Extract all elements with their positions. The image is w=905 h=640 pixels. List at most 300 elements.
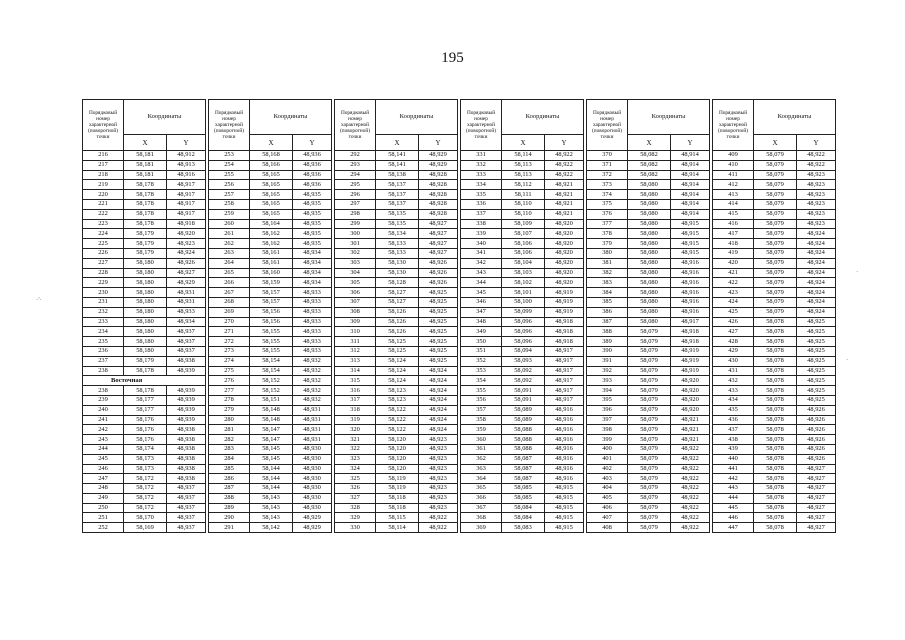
table-body xyxy=(335,151,458,533)
y-coordinate-cell: 48,920 xyxy=(545,248,584,258)
y-coordinate-cell: 48,920 xyxy=(545,268,584,278)
table-row xyxy=(83,405,206,415)
coord-table-4 xyxy=(460,99,584,533)
table-row xyxy=(209,199,332,209)
y-coordinate-cell: 48,938 xyxy=(167,444,206,454)
y-coordinate-cell: 48,926 xyxy=(797,444,836,454)
x-coordinate-cell: 58,155 xyxy=(250,337,293,347)
x-coordinate-cell: 58,173 xyxy=(124,454,167,464)
x-coordinate-cell: 58,089 xyxy=(502,405,545,415)
point-number-cell: 288 xyxy=(209,493,250,503)
y-header: Y xyxy=(797,135,836,151)
y-coordinate-cell: 48,924 xyxy=(167,248,206,258)
point-number-cell: 366 xyxy=(461,493,502,503)
point-number-cell: 354 xyxy=(461,376,502,386)
y-coordinate-cell: 48,916 xyxy=(545,454,584,464)
point-number-cell: 283 xyxy=(209,444,250,454)
y-coordinate-cell: 48,917 xyxy=(545,366,584,376)
y-coordinate-cell: 48,936 xyxy=(293,180,332,190)
table-row xyxy=(335,405,458,415)
y-coordinate-cell: 48,935 xyxy=(293,190,332,200)
coord-table-3 xyxy=(334,99,458,533)
x-coordinate-cell: 58,113 xyxy=(502,170,545,180)
table-row xyxy=(335,268,458,278)
y-coordinate-cell: 48,922 xyxy=(671,493,710,503)
y-coordinate-cell: 48,930 xyxy=(293,444,332,454)
table-row xyxy=(209,327,332,337)
y-coordinate-cell: 48,935 xyxy=(293,209,332,219)
y-coordinate-cell: 48,930 xyxy=(293,503,332,513)
point-number-header: Порядковый номер характерной (поворотной) точки xyxy=(83,100,124,151)
x-coordinate-cell: 58,137 xyxy=(376,180,419,190)
table-row xyxy=(83,395,206,405)
x-coordinate-cell: 58,138 xyxy=(376,170,419,180)
table-row xyxy=(209,209,332,219)
point-number-cell: 429 xyxy=(713,346,754,356)
point-number-header: Порядковый номер характерной (поворотной) точки xyxy=(461,100,502,151)
point-number-cell: 249 xyxy=(83,493,124,503)
point-number-cell: 284 xyxy=(209,454,250,464)
y-coordinate-cell: 48,938 xyxy=(167,454,206,464)
point-number-cell: 236 xyxy=(83,346,124,356)
point-number-cell: 361 xyxy=(461,444,502,454)
table-row xyxy=(335,248,458,258)
x-coordinate-cell: 58,180 xyxy=(124,268,167,278)
point-number-cell: 393 xyxy=(587,376,628,386)
table-row xyxy=(335,258,458,268)
x-coordinate-cell: 58,123 xyxy=(376,395,419,405)
y-header: Y xyxy=(419,135,458,151)
table-row xyxy=(713,297,836,307)
table-row xyxy=(587,199,710,209)
table-row xyxy=(461,288,584,298)
x-coordinate-cell: 58,165 xyxy=(250,209,293,219)
y-coordinate-cell: 48,925 xyxy=(419,337,458,347)
table-row xyxy=(209,415,332,425)
y-coordinate-cell: 48,915 xyxy=(545,513,584,523)
y-coordinate-cell: 48,922 xyxy=(671,523,710,533)
table-row xyxy=(713,317,836,327)
y-coordinate-cell: 48,916 xyxy=(545,444,584,454)
table-row xyxy=(587,239,710,249)
y-coordinate-cell: 48,936 xyxy=(293,170,332,180)
point-number-cell: 408 xyxy=(587,523,628,533)
x-coordinate-cell: 58,169 xyxy=(124,523,167,533)
x-coordinate-cell: 58,161 xyxy=(250,248,293,258)
x-coordinate-cell: 58,178 xyxy=(124,219,167,229)
x-coordinate-cell: 58,079 xyxy=(628,523,671,533)
x-coordinate-cell: 58,079 xyxy=(628,346,671,356)
y-coordinate-cell: 48,919 xyxy=(545,288,584,298)
point-number-cell: 431 xyxy=(713,366,754,376)
table-row xyxy=(83,307,206,317)
x-coordinate-cell: 58,078 xyxy=(754,356,797,366)
y-coordinate-cell: 48,927 xyxy=(797,503,836,513)
point-number-header: Порядковый номер характерной (поворотной) точки xyxy=(209,100,250,151)
point-number-cell: 256 xyxy=(209,180,250,190)
y-coordinate-cell: 48,925 xyxy=(797,376,836,386)
point-number-cell: 263 xyxy=(209,248,250,258)
y-coordinate-cell: 48,917 xyxy=(545,395,584,405)
x-coordinate-cell: 58,172 xyxy=(124,484,167,494)
y-coordinate-cell: 48,925 xyxy=(419,317,458,327)
table-row xyxy=(461,268,584,278)
x-coordinate-cell: 58,137 xyxy=(376,190,419,200)
y-coordinate-cell: 48,918 xyxy=(545,337,584,347)
table-row xyxy=(335,229,458,239)
y-coordinate-cell: 48,922 xyxy=(545,160,584,170)
x-coordinate-cell: 58,079 xyxy=(754,288,797,298)
x-coordinate-cell: 58,079 xyxy=(628,435,671,445)
x-coordinate-cell: 58,079 xyxy=(754,170,797,180)
y-coordinate-cell: 48,929 xyxy=(293,513,332,523)
y-coordinate-cell: 48,923 xyxy=(797,180,836,190)
point-number-cell: 311 xyxy=(335,337,376,347)
point-number-cell: 397 xyxy=(587,415,628,425)
x-coordinate-cell: 58,079 xyxy=(754,229,797,239)
y-coordinate-cell: 48,922 xyxy=(671,503,710,513)
y-coordinate-cell: 48,931 xyxy=(293,415,332,425)
point-number-cell: 253 xyxy=(209,151,250,161)
table-row xyxy=(335,493,458,503)
coordinates-header: Координаты xyxy=(250,100,332,135)
table-row xyxy=(335,444,458,454)
y-coordinate-cell: 48,932 xyxy=(293,386,332,396)
point-number-cell: 228 xyxy=(83,268,124,278)
x-coordinate-cell: 58,079 xyxy=(754,180,797,190)
coord-table-1 xyxy=(82,99,206,533)
y-coordinate-cell: 48,920 xyxy=(167,229,206,239)
table-row xyxy=(83,268,206,278)
x-coordinate-cell: 58,092 xyxy=(502,366,545,376)
point-number-cell: 443 xyxy=(713,484,754,494)
x-coordinate-cell: 58,122 xyxy=(376,415,419,425)
x-coordinate-cell: 58,078 xyxy=(754,415,797,425)
table-row xyxy=(83,258,206,268)
table-row xyxy=(713,386,836,396)
point-number-cell: 423 xyxy=(713,288,754,298)
y-coordinate-cell: 48,916 xyxy=(545,405,584,415)
y-coordinate-cell: 48,928 xyxy=(419,190,458,200)
point-number-cell: 216 xyxy=(83,151,124,161)
table-row xyxy=(209,248,332,258)
point-number-cell: 234 xyxy=(83,327,124,337)
point-number-cell: 417 xyxy=(713,229,754,239)
point-number-cell: 433 xyxy=(713,386,754,396)
table-row xyxy=(335,199,458,209)
table-row xyxy=(335,160,458,170)
point-number-cell: 358 xyxy=(461,415,502,425)
y-coordinate-cell: 48,916 xyxy=(671,297,710,307)
table-row xyxy=(587,395,710,405)
coordinates-header: Координаты xyxy=(502,100,584,135)
point-number-cell: 319 xyxy=(335,415,376,425)
table-row xyxy=(209,219,332,229)
point-number-cell: 244 xyxy=(83,444,124,454)
y-coordinate-cell: 48,937 xyxy=(167,484,206,494)
y-coordinate-cell: 48,938 xyxy=(167,464,206,474)
point-number-cell: 272 xyxy=(209,337,250,347)
point-number-cell: 407 xyxy=(587,513,628,523)
table-row xyxy=(587,307,710,317)
y-coordinate-cell: 48,923 xyxy=(167,239,206,249)
y-coordinate-cell: 48,926 xyxy=(797,425,836,435)
x-coordinate-cell: 58,119 xyxy=(376,474,419,484)
table-row xyxy=(335,395,458,405)
x-coordinate-cell: 58,148 xyxy=(250,405,293,415)
x-coordinate-cell: 58,126 xyxy=(376,307,419,317)
point-number-cell: 313 xyxy=(335,356,376,366)
y-coordinate-cell: 48,916 xyxy=(545,415,584,425)
point-number-cell: 243 xyxy=(83,435,124,445)
x-coordinate-cell: 58,151 xyxy=(250,395,293,405)
y-coordinate-cell: 48,924 xyxy=(419,395,458,405)
y-coordinate-cell: 48,928 xyxy=(419,170,458,180)
point-number-cell: 437 xyxy=(713,425,754,435)
y-coordinate-cell: 48,921 xyxy=(671,435,710,445)
table-row xyxy=(587,366,710,376)
point-number-cell: 369 xyxy=(461,523,502,533)
point-number-cell: 291 xyxy=(209,523,250,533)
table-row xyxy=(335,376,458,386)
point-number-cell: 223 xyxy=(83,219,124,229)
point-number-cell: 273 xyxy=(209,346,250,356)
y-coordinate-cell: 48,922 xyxy=(419,513,458,523)
x-coordinate-cell: 58,127 xyxy=(376,288,419,298)
x-coordinate-cell: 58,165 xyxy=(250,199,293,209)
y-coordinate-cell: 48,925 xyxy=(797,337,836,347)
y-coordinate-cell: 48,939 xyxy=(167,405,206,415)
point-number-cell: 412 xyxy=(713,180,754,190)
x-coordinate-cell: 58,101 xyxy=(502,288,545,298)
x-coordinate-cell: 58,078 xyxy=(754,523,797,533)
x-coordinate-cell: 58,126 xyxy=(376,317,419,327)
table-row xyxy=(713,376,836,386)
coordinates-header: Координаты xyxy=(754,100,836,135)
table-row xyxy=(713,248,836,258)
x-coordinate-cell: 58,078 xyxy=(754,337,797,347)
x-coordinate-cell: 58,079 xyxy=(628,327,671,337)
y-coordinate-cell: 48,916 xyxy=(671,288,710,298)
x-coordinate-cell: 58,079 xyxy=(754,151,797,161)
table-row xyxy=(587,356,710,366)
y-coordinate-cell: 48,939 xyxy=(167,395,206,405)
x-coordinate-cell: 58,079 xyxy=(628,503,671,513)
table-row xyxy=(713,484,836,494)
y-coordinate-cell: 48,920 xyxy=(671,395,710,405)
x-coordinate-cell: 58,160 xyxy=(250,268,293,278)
point-number-cell: 415 xyxy=(713,209,754,219)
table-row xyxy=(587,160,710,170)
y-coordinate-cell: 48,930 xyxy=(293,493,332,503)
table-row xyxy=(209,317,332,327)
table-row xyxy=(461,366,584,376)
table-row xyxy=(587,454,710,464)
x-coordinate-cell: 58,155 xyxy=(250,327,293,337)
point-number-cell: 305 xyxy=(335,278,376,288)
y-coordinate-cell: 48,931 xyxy=(293,435,332,445)
y-coordinate-cell: 48,914 xyxy=(671,190,710,200)
y-coordinate-cell: 48,932 xyxy=(293,366,332,376)
point-number-cell: 434 xyxy=(713,395,754,405)
y-coordinate-cell: 48,923 xyxy=(419,503,458,513)
x-coordinate-cell: 58,079 xyxy=(754,278,797,288)
point-number-cell: 295 xyxy=(335,180,376,190)
x-coordinate-cell: 58,148 xyxy=(250,415,293,425)
x-coordinate-cell: 58,114 xyxy=(376,523,419,533)
y-coordinate-cell: 48,932 xyxy=(293,376,332,386)
point-number-cell: 440 xyxy=(713,454,754,464)
point-number-cell: 308 xyxy=(335,307,376,317)
point-number-cell: 250 xyxy=(83,503,124,513)
x-coordinate-cell: 58,178 xyxy=(124,209,167,219)
x-coordinate-cell: 58,104 xyxy=(502,258,545,268)
point-number-cell: 364 xyxy=(461,474,502,484)
x-coordinate-cell: 58,137 xyxy=(376,199,419,209)
x-coordinate-cell: 58,166 xyxy=(250,160,293,170)
x-coordinate-cell: 58,096 xyxy=(502,317,545,327)
point-number-cell: 356 xyxy=(461,395,502,405)
table-body xyxy=(461,151,584,533)
y-coordinate-cell: 48,929 xyxy=(419,160,458,170)
point-number-cell: 405 xyxy=(587,493,628,503)
table-row xyxy=(335,239,458,249)
x-coordinate-cell: 58,102 xyxy=(502,278,545,288)
x-coordinate-cell: 58,157 xyxy=(250,288,293,298)
point-number-cell: 406 xyxy=(587,503,628,513)
table-row xyxy=(461,170,584,180)
y-coordinate-cell: 48,938 xyxy=(167,474,206,484)
point-number-cell: 335 xyxy=(461,190,502,200)
y-coordinate-cell: 48,912 xyxy=(167,151,206,161)
point-number-cell: 371 xyxy=(587,160,628,170)
x-coordinate-cell: 58,079 xyxy=(628,415,671,425)
x-coordinate-cell: 58,133 xyxy=(376,239,419,249)
y-coordinate-cell: 48,920 xyxy=(671,405,710,415)
x-coordinate-cell: 58,088 xyxy=(502,425,545,435)
point-number-cell: 414 xyxy=(713,199,754,209)
y-coordinate-cell: 48,937 xyxy=(167,337,206,347)
y-coordinate-cell: 48,924 xyxy=(797,307,836,317)
point-number-cell: 290 xyxy=(209,513,250,523)
x-coordinate-cell: 58,120 xyxy=(376,454,419,464)
table-row xyxy=(461,278,584,288)
point-number-cell: 337 xyxy=(461,209,502,219)
table-row xyxy=(587,180,710,190)
table-row xyxy=(713,415,836,425)
x-coordinate-cell: 58,096 xyxy=(502,327,545,337)
table-row xyxy=(83,239,206,249)
point-number-cell: 380 xyxy=(587,248,628,258)
y-coordinate-cell: 48,923 xyxy=(419,484,458,494)
x-coordinate-cell: 58,165 xyxy=(250,190,293,200)
y-coordinate-cell: 48,939 xyxy=(167,366,206,376)
x-coordinate-cell: 58,120 xyxy=(376,464,419,474)
y-coordinate-cell: 48,922 xyxy=(671,454,710,464)
table-row xyxy=(461,523,584,533)
x-coordinate-cell: 58,176 xyxy=(124,415,167,425)
point-number-cell: 270 xyxy=(209,317,250,327)
table-row xyxy=(713,346,836,356)
x-coordinate-cell: 58,180 xyxy=(124,307,167,317)
table-row xyxy=(335,425,458,435)
table-row xyxy=(587,278,710,288)
x-coordinate-cell: 58,079 xyxy=(628,493,671,503)
y-coordinate-cell: 48,919 xyxy=(671,346,710,356)
point-number-cell: 323 xyxy=(335,454,376,464)
table-row xyxy=(83,190,206,200)
x-coordinate-cell: 58,078 xyxy=(754,464,797,474)
y-coordinate-cell: 48,924 xyxy=(419,376,458,386)
x-coordinate-cell: 58,079 xyxy=(628,356,671,366)
table-row xyxy=(83,376,206,386)
y-coordinate-cell: 48,916 xyxy=(545,464,584,474)
y-coordinate-cell: 48,933 xyxy=(167,307,206,317)
y-coordinate-cell: 48,928 xyxy=(419,209,458,219)
x-coordinate-cell: 58,156 xyxy=(250,307,293,317)
point-number-cell: 225 xyxy=(83,239,124,249)
point-number-cell: 246 xyxy=(83,464,124,474)
x-coordinate-cell: 58,103 xyxy=(502,268,545,278)
x-coordinate-cell: 58,162 xyxy=(250,229,293,239)
point-number-cell: 292 xyxy=(335,151,376,161)
point-number-cell: 302 xyxy=(335,248,376,258)
point-number-cell: 398 xyxy=(587,425,628,435)
x-coordinate-cell: 58,079 xyxy=(754,268,797,278)
point-number-cell: 385 xyxy=(587,297,628,307)
table-row xyxy=(713,503,836,513)
y-coordinate-cell: 48,925 xyxy=(797,356,836,366)
point-number-cell: 310 xyxy=(335,327,376,337)
point-number-cell: 330 xyxy=(335,523,376,533)
table-row xyxy=(335,346,458,356)
point-number-cell: 416 xyxy=(713,219,754,229)
point-number-cell: 383 xyxy=(587,278,628,288)
x-coordinate-cell: 58,100 xyxy=(502,297,545,307)
table-row xyxy=(461,337,584,347)
x-coordinate-cell: 58,130 xyxy=(376,268,419,278)
y-coordinate-cell: 48,920 xyxy=(545,239,584,249)
y-coordinate-cell: 48,924 xyxy=(797,239,836,249)
table-row xyxy=(461,405,584,415)
table-row xyxy=(209,405,332,415)
point-number-cell: 401 xyxy=(587,454,628,464)
point-number-cell: 410 xyxy=(713,160,754,170)
y-coordinate-cell: 48,924 xyxy=(419,405,458,415)
y-coordinate-cell: 48,927 xyxy=(797,513,836,523)
x-coordinate-cell: 58,087 xyxy=(502,474,545,484)
table-row xyxy=(209,376,332,386)
table-row xyxy=(713,288,836,298)
point-number-cell: 271 xyxy=(209,327,250,337)
table-row xyxy=(461,356,584,366)
table-row xyxy=(209,151,332,161)
table-row xyxy=(83,474,206,484)
y-coordinate-cell: 48,923 xyxy=(419,444,458,454)
point-number-cell: 329 xyxy=(335,513,376,523)
y-coordinate-cell: 48,937 xyxy=(167,327,206,337)
y-coordinate-cell: 48,917 xyxy=(545,386,584,396)
table-row xyxy=(713,160,836,170)
table-row xyxy=(713,395,836,405)
y-coordinate-cell: 48,913 xyxy=(167,160,206,170)
y-coordinate-cell: 48,927 xyxy=(419,248,458,258)
table-row xyxy=(335,415,458,425)
y-coordinate-cell: 48,922 xyxy=(671,484,710,494)
y-coordinate-cell: 48,931 xyxy=(293,425,332,435)
y-coordinate-cell: 48,932 xyxy=(293,356,332,366)
y-coordinate-cell: 48,927 xyxy=(797,523,836,533)
